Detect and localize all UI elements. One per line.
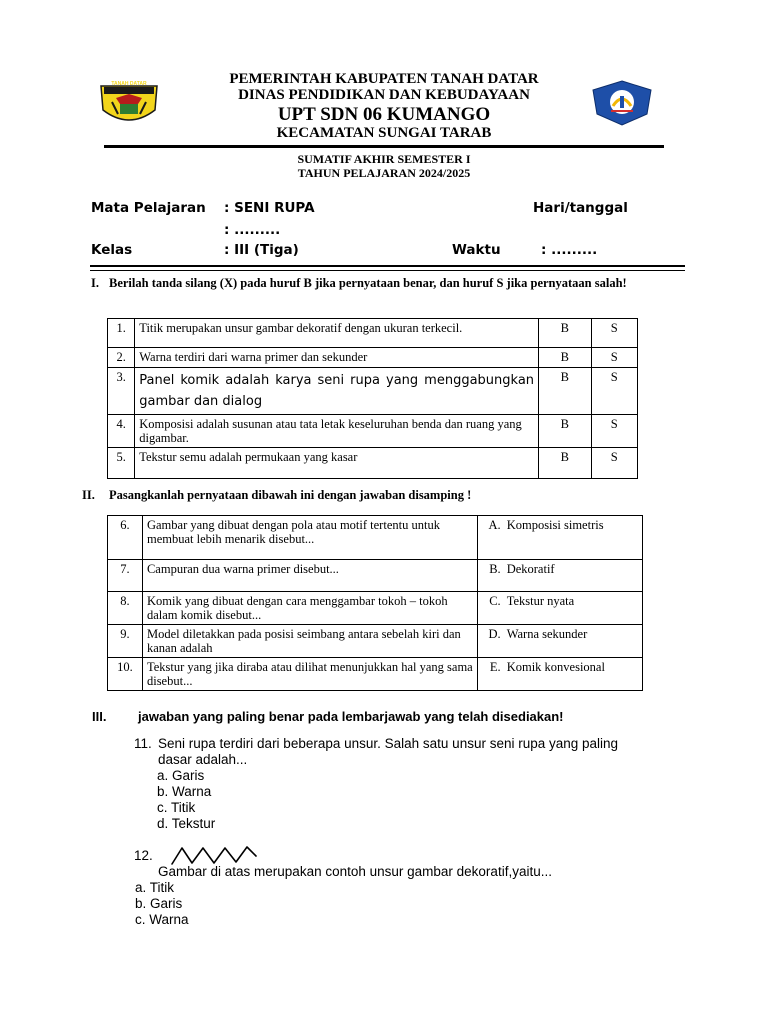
section3-roman: III. [92, 709, 107, 724]
answer-letter: C. [478, 592, 503, 625]
question-12-option-c[interactable]: c. Warna [135, 912, 189, 927]
answer-text: Komposisi simetris [503, 516, 643, 560]
subject-value: : SENI RUPA [224, 200, 315, 216]
district-name: KECAMATAN SUNGAI TARAB [276, 124, 492, 141]
option-s[interactable]: S [591, 448, 637, 479]
statement-text: Tekstur semu adalah permukaan yang kasar [135, 448, 539, 479]
table-row [108, 592, 643, 625]
option-s[interactable]: S [591, 368, 637, 415]
answer-text: Komik konvesional [503, 658, 643, 691]
logo-tanah-datar-label: TANAH DATAR [111, 81, 147, 87]
question-11-option-a[interactable]: a. Garis [157, 768, 205, 783]
time-label: Waktu [452, 242, 501, 258]
info-divider-thin [90, 270, 685, 271]
table-row [108, 448, 638, 479]
row-number: 1. [108, 319, 135, 348]
row-number: 7. [108, 560, 143, 592]
table-row [108, 319, 638, 348]
section1-table [107, 318, 638, 479]
statement-text: Model diletakkan pada posisi seimbang antara sebelah kiri dan kanan adalah [142, 625, 477, 658]
info-divider [90, 265, 685, 267]
question-12-option-b[interactable]: b. Garis [135, 896, 183, 911]
table-row [108, 348, 638, 368]
subject-label: Mata Pelajaran [91, 200, 206, 216]
section3-instruction: jawaban yang paling benar pada lembarjawab yang telah disediakan! [138, 709, 564, 724]
school-name: UPT SDN 06 KUMANGO [277, 103, 491, 125]
option-b[interactable]: B [539, 319, 591, 348]
statement-text: Komposisi adalah susunan atau tata letak keseluruhan benda dan ruang yang digambar. [135, 415, 539, 448]
option-b[interactable]: B [539, 415, 591, 448]
section1-instruction: Berilah tanda silang (X) pada huruf B jika pernyataan benar, dan huruf S jika pernyataan salah! [109, 276, 627, 290]
zigzag-line-picture [170, 844, 258, 866]
row-number: 2. [108, 348, 135, 368]
table-row [108, 625, 643, 658]
section2-instruction: Pasangkanlah pernyataan dibawah ini dengan jawaban disamping ! [109, 488, 472, 502]
row-number: 8. [108, 592, 143, 625]
answer-text: Tekstur nyata [503, 592, 643, 625]
question-11-option-d[interactable]: d. Tekstur [157, 816, 216, 831]
class-label: Kelas [91, 242, 133, 258]
class-value: : III (Tiga) [224, 242, 299, 258]
answer-letter: A. [478, 516, 503, 560]
department-name: DINAS PENDIDIKAN DAN KEBUDAYAAN [238, 86, 530, 103]
option-s[interactable]: S [591, 348, 637, 368]
question-11-text-cont: dasar adalah... [158, 752, 248, 767]
time-value: : ......... [541, 242, 598, 258]
row-number: 6. [108, 516, 143, 560]
table-row [108, 368, 638, 415]
section2-table [107, 515, 643, 691]
answer-letter: B. [478, 560, 503, 592]
day-value: : ......... [224, 222, 281, 238]
exam-title: SUMATIF AKHIR SEMESTER I [297, 152, 471, 166]
question-11-option-b[interactable]: b. Warna [157, 784, 212, 799]
row-number: 10. [108, 658, 143, 691]
statement-text: Panel komik adalah karya seni rupa yang menggabungkan gambar dan dialog [135, 368, 539, 415]
option-s[interactable]: S [591, 319, 637, 348]
table-row [108, 516, 643, 560]
row-number: 3. [108, 368, 135, 415]
letterhead-divider [104, 145, 664, 148]
statement-text: Tekstur yang jika diraba atau dilihat menunjukkan hal yang sama disebut... [142, 658, 477, 691]
option-b[interactable]: B [539, 348, 591, 368]
answer-letter: D. [478, 625, 503, 658]
section2-roman: II. [82, 488, 95, 502]
section1-roman: I. [91, 276, 99, 290]
question-11-number: 11. [134, 736, 152, 751]
option-b[interactable]: B [539, 368, 591, 415]
answer-text: Dekoratif [503, 560, 643, 592]
statement-text: Gambar yang dibuat dengan pola atau motif tertentu untuk membuat lebih menarik disebut... [142, 516, 477, 560]
day-label: Hari/tanggal [533, 200, 628, 216]
option-s[interactable]: S [591, 415, 637, 448]
table-row [108, 658, 643, 691]
question-12-number: 12. [134, 848, 153, 863]
row-number: 9. [108, 625, 143, 658]
answer-letter: E. [478, 658, 503, 691]
row-number: 4. [108, 415, 135, 448]
row-number: 5. [108, 448, 135, 479]
answer-text: Warna sekunder [503, 625, 643, 658]
statement-text: Komik yang dibuat dengan cara menggambar tokoh – tokoh dalam komik disebut... [142, 592, 477, 625]
letterhead [0, 72, 768, 141]
statement-text: Warna terdiri dari warna primer dan sekunder [135, 348, 539, 368]
question-11-text: Seni rupa terdiri dari beberapa unsur. Salah satu unsur seni rupa yang paling [158, 736, 619, 751]
statement-text: Campuran dua warna primer disebut... [142, 560, 477, 592]
table-row [108, 415, 638, 448]
question-11-option-c[interactable]: c. Titik [157, 800, 196, 815]
exam-year: TAHUN PELAJARAN 2024/2025 [297, 166, 471, 180]
government-name: PEMERINTAH KABUPATEN TANAH DATAR [229, 71, 539, 87]
question-12-option-a[interactable]: a. Titik [135, 880, 175, 895]
table-row [108, 560, 643, 592]
option-b[interactable]: B [539, 448, 591, 479]
statement-text: Titik merupakan unsur gambar dekoratif dengan ukuran terkecil. [135, 319, 539, 348]
question-12-text: Gambar di atas merupakan contoh unsur gambar dekoratif,yaitu... [158, 864, 552, 879]
